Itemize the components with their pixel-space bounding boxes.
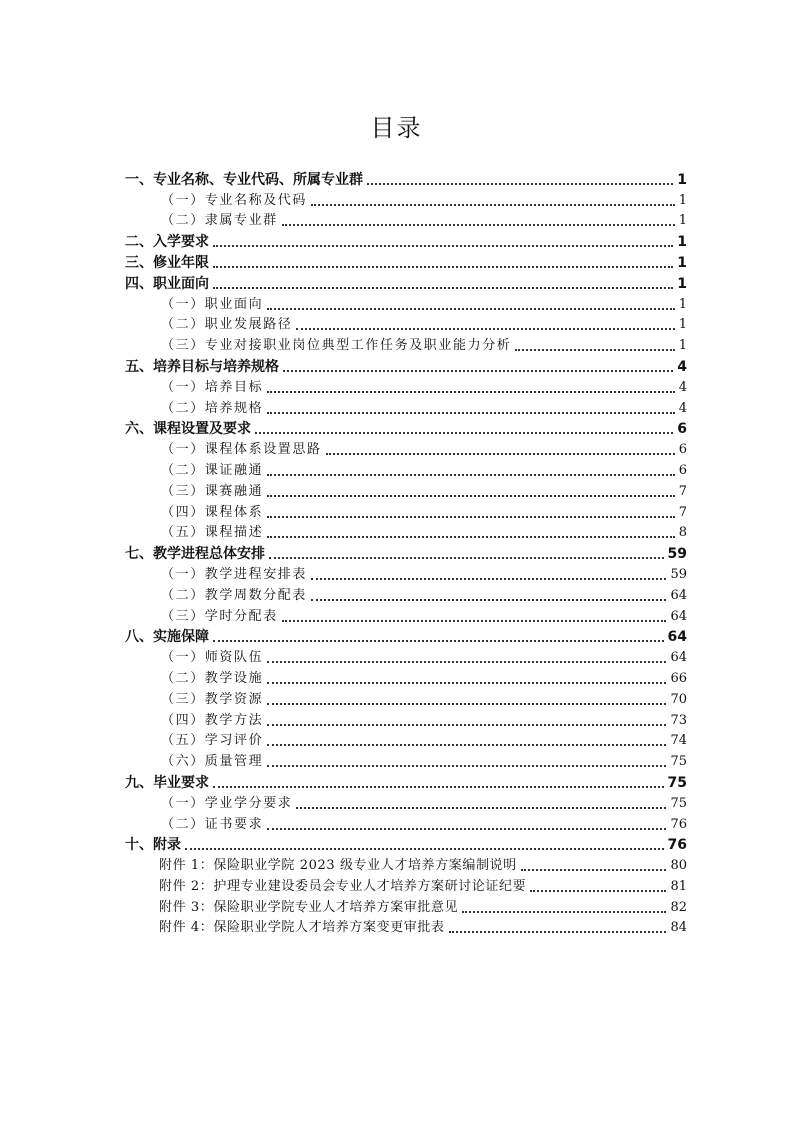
toc-dot-leader <box>282 620 667 622</box>
toc-dot-leader <box>255 432 673 434</box>
toc-entry-label: 六、课程设置及要求 <box>125 421 251 438</box>
toc-entry-label: 九、毕业要求 <box>125 774 209 791</box>
toc-entry-label: （五）学习评价 <box>161 733 264 749</box>
toc-subsection-entry[interactable] <box>125 460 687 481</box>
toc-page-number: 74 <box>670 733 687 749</box>
toc-dot-leader <box>267 703 666 705</box>
toc-entry-label: （一）课程体系设置思路 <box>161 442 322 458</box>
toc-subsection-entry[interactable] <box>125 585 687 606</box>
toc-subsection-entry[interactable] <box>125 647 687 668</box>
toc-entry-label: （四）教学方法 <box>161 712 264 728</box>
toc-page-number: 1 <box>677 254 687 271</box>
toc-dot-leader <box>213 266 673 268</box>
toc-appendix-entry[interactable] <box>125 855 687 876</box>
toc-page-number: 66 <box>670 670 687 686</box>
toc-subsection-entry[interactable] <box>125 710 687 731</box>
toc-entry-label: （二）证书要求 <box>161 816 264 832</box>
toc-subsection-entry[interactable] <box>125 502 687 523</box>
toc-dot-leader <box>283 370 673 372</box>
toc-dot-leader <box>267 828 666 830</box>
toc-subsection-entry[interactable] <box>125 481 687 502</box>
toc-dot-leader <box>267 744 666 746</box>
toc-dot-leader <box>267 724 666 726</box>
toc-page-number: 4 <box>677 358 687 375</box>
toc-page-number: 1 <box>678 192 687 208</box>
toc-subsection-entry[interactable] <box>125 377 687 398</box>
toc-entry-label: 八、实施保障 <box>125 629 209 646</box>
toc-dot-leader <box>515 349 674 351</box>
toc-dot-leader <box>269 557 664 559</box>
toc-subsection-entry[interactable] <box>125 211 687 232</box>
toc-entry-label: （一）职业面向 <box>161 296 264 312</box>
toc-page-number: 1 <box>677 171 687 188</box>
toc-page-number: 6 <box>677 421 687 438</box>
toc-dot-leader <box>326 453 675 455</box>
toc-entry-label: 十、附录 <box>125 837 181 854</box>
toc-page-number: 73 <box>670 712 687 728</box>
toc-subsection-entry[interactable] <box>125 523 687 544</box>
toc-page-number: 7 <box>678 483 687 499</box>
toc-page-number: 75 <box>667 774 687 791</box>
toc-dot-leader <box>521 869 667 871</box>
toc-dot-leader <box>267 308 675 310</box>
toc-dot-leader <box>267 661 666 663</box>
toc-section-entry[interactable] <box>125 356 687 377</box>
toc-subsection-entry[interactable] <box>125 793 687 814</box>
toc-subsection-entry[interactable] <box>125 606 687 627</box>
toc-section-entry[interactable] <box>125 169 687 190</box>
toc-section-entry[interactable] <box>125 543 687 564</box>
toc-page-number: 75 <box>670 795 687 811</box>
toc-dot-leader <box>213 640 664 642</box>
toc-entry-label: （二）教学周数分配表 <box>161 587 308 603</box>
toc-dot-leader <box>462 911 666 913</box>
toc-dot-leader <box>311 204 675 206</box>
toc-page-number: 64 <box>667 629 687 646</box>
toc-entry-label: 一、专业名称、专业代码、所属专业群 <box>125 171 363 188</box>
toc-subsection-entry[interactable] <box>125 668 687 689</box>
toc-dot-leader <box>367 183 673 185</box>
toc-page-number: 64 <box>670 608 687 624</box>
toc-section-entry[interactable] <box>125 252 687 273</box>
toc-page-number: 80 <box>670 858 687 874</box>
toc-page-number: 76 <box>670 816 687 832</box>
toc-dot-leader <box>267 391 675 393</box>
toc-entry-label: （二）职业发展路径 <box>161 317 293 333</box>
toc-entry-label: （二）隶属专业群 <box>161 213 278 229</box>
toc-page-number: 8 <box>678 525 687 541</box>
toc-page-number: 4 <box>678 379 687 395</box>
toc-entry-label: （五）课程描述 <box>161 525 264 541</box>
toc-page-number: 1 <box>678 213 687 229</box>
toc-page-number: 1 <box>678 296 687 312</box>
toc-appendix-entry[interactable] <box>125 876 687 897</box>
toc-section-entry[interactable] <box>125 627 687 648</box>
toc-subsection-entry[interactable] <box>125 335 687 356</box>
toc-page-number: 64 <box>670 650 687 666</box>
toc-subsection-entry[interactable] <box>125 294 687 315</box>
toc-entry-label: （一）教学进程安排表 <box>161 566 308 582</box>
toc-page-number: 70 <box>670 691 687 707</box>
toc-page-number: 6 <box>678 462 687 478</box>
toc-entry-label: 四、职业面向 <box>125 275 209 292</box>
toc-section-entry[interactable] <box>125 419 687 440</box>
toc-entry-label: （二）培养规格 <box>161 400 264 416</box>
toc-dot-leader <box>185 848 664 850</box>
toc-entry-label: （一）师资队伍 <box>161 650 264 666</box>
toc-subsection-entry[interactable] <box>125 439 687 460</box>
toc-section-entry[interactable] <box>125 772 687 793</box>
toc-dot-leader <box>267 765 666 767</box>
toc-subsection-entry[interactable] <box>125 689 687 710</box>
toc-dot-leader <box>449 931 667 933</box>
toc-entry-label: 二、入学要求 <box>125 234 209 251</box>
toc-subsection-entry[interactable] <box>125 398 687 419</box>
toc-subsection-entry[interactable] <box>125 814 687 835</box>
toc-entry-label: 附件 1：保险职业学院 2023 级专业人才培养方案编制说明 <box>159 858 517 874</box>
toc-dot-leader <box>311 578 666 580</box>
toc-entry-label: 附件 4：保险职业学院人才培养方案变更审批表 <box>159 920 445 936</box>
toc-dot-leader <box>267 682 666 684</box>
toc-page-number: 1 <box>678 317 687 333</box>
table-of-contents <box>125 169 687 938</box>
toc-dot-leader <box>213 287 673 289</box>
toc-page-number: 82 <box>670 899 687 915</box>
toc-entry-label: （二）课证融通 <box>161 462 264 478</box>
toc-entry-label: （三）学时分配表 <box>161 608 278 624</box>
toc-subsection-entry[interactable] <box>125 315 687 336</box>
toc-subsection-entry[interactable] <box>125 190 687 211</box>
toc-page-number: 81 <box>670 878 687 894</box>
toc-entry-label: 七、教学进程总体安排 <box>125 546 265 563</box>
toc-entry-label: 附件 2：护理专业建设委员会专业人才培养方案研讨论证纪要 <box>159 878 527 894</box>
toc-entry-label: （三）教学资源 <box>161 691 264 707</box>
toc-page-number: 59 <box>670 566 687 582</box>
toc-dot-leader <box>267 536 675 538</box>
toc-page-number: 84 <box>670 920 687 936</box>
toc-subsection-entry[interactable] <box>125 751 687 772</box>
toc-entry-label: （四）课程体系 <box>161 504 264 520</box>
toc-entry-label: （三）课赛融通 <box>161 483 264 499</box>
toc-entry-label: 五、培养目标与培养规格 <box>125 358 279 375</box>
page-title: 目录 <box>370 114 423 142</box>
toc-dot-leader <box>296 328 674 330</box>
toc-dot-leader <box>282 224 675 226</box>
toc-page-number: 75 <box>670 754 687 770</box>
toc-page-number: 4 <box>678 400 687 416</box>
toc-subsection-entry[interactable] <box>125 731 687 752</box>
toc-entry-label: （一）培养目标 <box>161 379 264 395</box>
toc-dot-leader <box>267 516 675 518</box>
toc-section-entry[interactable] <box>125 835 687 856</box>
toc-section-entry[interactable] <box>125 273 687 294</box>
toc-dot-leader <box>267 412 675 414</box>
toc-dot-leader <box>296 807 666 809</box>
toc-entry-label: （二）教学设施 <box>161 670 264 686</box>
toc-entry-label: （三）专业对接职业岗位典型工作任务及职业能力分析 <box>161 338 512 354</box>
toc-entry-label: 附件 3：保险职业学院专业人才培养方案审批意见 <box>159 899 459 915</box>
toc-page-number: 1 <box>678 338 687 354</box>
toc-page-number: 7 <box>678 504 687 520</box>
toc-appendix-entry[interactable] <box>125 897 687 918</box>
toc-subsection-entry[interactable] <box>125 564 687 585</box>
toc-dot-leader <box>267 474 675 476</box>
toc-page-number: 6 <box>678 442 687 458</box>
toc-dot-leader <box>213 786 664 788</box>
toc-dot-leader <box>311 599 666 601</box>
toc-page-number: 1 <box>677 275 687 292</box>
toc-section-entry[interactable] <box>125 231 687 252</box>
toc-dot-leader <box>530 890 666 892</box>
toc-page-number: 64 <box>670 587 687 603</box>
toc-dot-leader <box>267 495 675 497</box>
toc-dot-leader <box>213 245 673 247</box>
toc-page-number: 76 <box>667 837 687 854</box>
toc-appendix-entry[interactable] <box>125 918 687 939</box>
toc-page-number: 1 <box>677 234 687 251</box>
toc-entry-label: （一）学业学分要求 <box>161 795 293 811</box>
toc-page-number: 59 <box>667 546 687 563</box>
toc-entry-label: 三、修业年限 <box>125 254 209 271</box>
toc-entry-label: （一）专业名称及代码 <box>161 192 308 208</box>
toc-entry-label: （六）质量管理 <box>161 754 264 770</box>
